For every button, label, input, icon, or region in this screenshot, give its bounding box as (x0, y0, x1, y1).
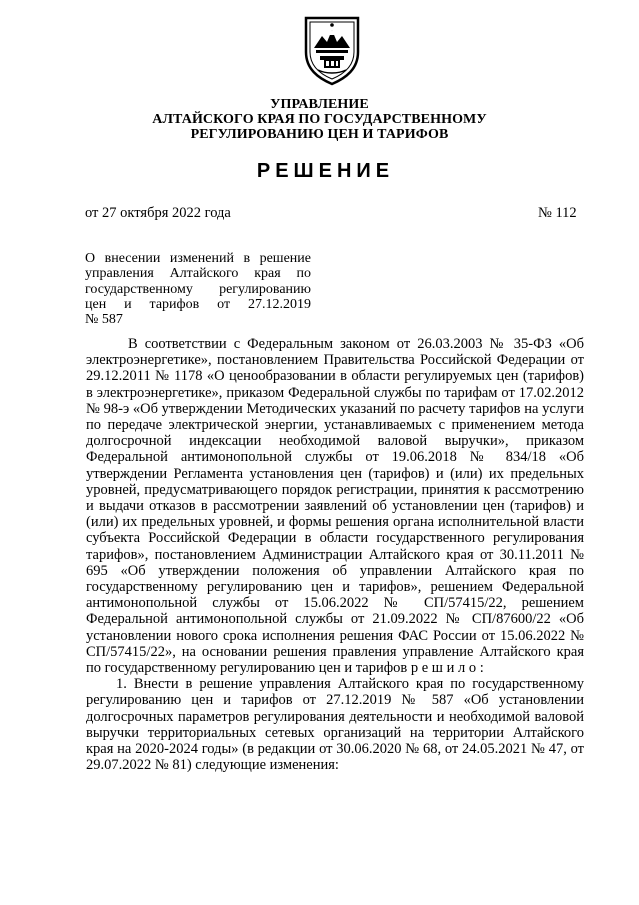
preamble-paragraph: В соответствии с Федеральным законом от 26.03.2003 № 35-ФЗ «Об электроэнергетике», постановлением Правительства Российской Федерации от 29.12.2011 № 1178 «О ценообразовании в области регулируемых цен (тарифов) в электроэнергетике», приказом Федеральной службы по тарифам от 17.02.2012 № 98-э «Об утверждении Методических указаний по расчету тарифов на услуги по передаче электрической энергии, устанавливаемых с применением метода долгосрочной индексации необходимой валовой выручки», приказом Федеральной антимонопольной службы от 19.06.2018 № 834/18 «Об утверждении Регламента установления цен (тарифов) и (или) их предельных уровней, предусматривающего порядок регистрации, принятия к рассмотрению и выдачи отказов в рассмотрении заявлений об установлении цен (тарифов) и (или) их предельных уровней, и формы решения органа исполнительной власти субъекта Российской Федерации в области государственного регулирования тарифов», постановлением Администрации Алтайского края от 30.11.2011 № 695 «Об утверждении положения об управлении Алтайского края по государственному регулированию цен и тарифов», решением Федеральной антимонопольной службы от 15.06.2022 № СП/57415/22, решением Федеральной антимонопольной службы от 21.09.2022 № СП/87600/22 «Об установлении нового срока исполнения решения ФАС России от 15.06.2022 № СП/57415/22», на основании решения правления управление Алтайского края по государственному регулированию цен и тарифов р е ш и л о : (86, 336, 584, 677)
org-line-3: РЕГУЛИРОВАНИЮ ЦЕН И ТАРИФОВ (190, 127, 449, 142)
item-1-paragraph: 1. Внести в решение управления Алтайского края по государственному регулированию цен и тарифов от 27.12.2019 № 587 «Об установлении долгосрочных параметров регулирования деятельности и необходимой валовой выручки территориальных сетевых организаций на территории Алтайского края на 2020-2024 годы» (в редакции от 30.06.2020 № 68, от 24.05.2021 № 47, от 29.07.2022 № 81) следующие изменения: (86, 676, 584, 774)
document-date: от 27 октября 2022 года (85, 205, 231, 221)
document-body (86, 336, 584, 773)
org-line-2: АЛТАЙСКОГО КРАЯ ПО ГОСУДАРСТВЕННОМУ (152, 112, 487, 127)
subject-line-2: управления Алтайского края по (85, 266, 311, 282)
subject-line-1: О внесении изменений в решение (85, 251, 311, 266)
org-line-1: УПРАВЛЕНИЕ (270, 97, 369, 112)
document-title: РЕШЕНИЕ (256, 160, 395, 182)
subject-line-4: цен и тарифов от 27.12.2019 (85, 296, 311, 312)
document-subject (85, 251, 311, 327)
subject-line-3: государственному регулированию (85, 281, 311, 297)
subject-line-5: № 587 (85, 312, 123, 328)
document-number: № 112 (538, 205, 577, 221)
organization-name (0, 97, 639, 142)
coat-of-arms-icon (300, 14, 364, 86)
